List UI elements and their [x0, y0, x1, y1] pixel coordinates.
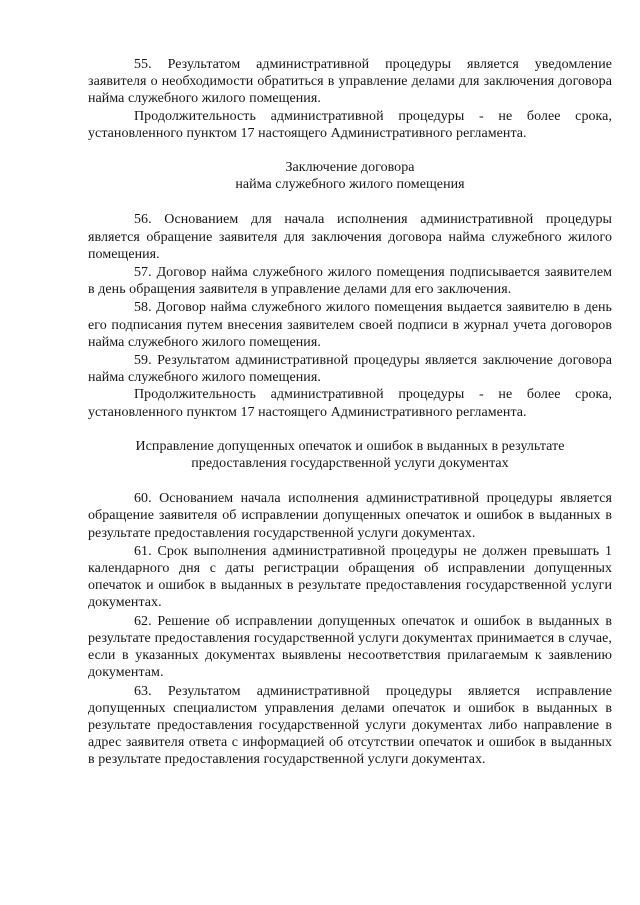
- paragraph-60: 60. Основанием начала исполнения административной процедуры является обращение заявителя об исправлении допущенных опечаток и ошибок в выданных в результате предоставления государственной услуги документах.: [88, 491, 612, 541]
- section-title-corrections-line2: предоставления государственной услуги документах: [191, 456, 509, 472]
- paragraph-59-duration: Продолжительность административной процедуры - не более срока, установленного пунктом 17 настоящего Административного регламента.: [88, 387, 612, 420]
- paragraph-55-duration: Продолжительность административной процедуры - не более срока, установленного пунктом 17 настоящего Административного регламента.: [88, 108, 612, 141]
- section-title-contract-line1: Заключение договора: [285, 160, 415, 176]
- document-page: [88, 56, 612, 769]
- paragraph-63: 63. Результатом административной процедуры является исправление допущенных специалистом управления делами опечаток и ошибок в выданных в результате предоставления государственной услуги документах либо направление в адрес заявителя ответа с информацией об отсутствии опечаток и ошибок в выданных в результате предоставления государственной услуги документах.: [88, 683, 612, 768]
- paragraph-59: 59. Результатом административной процедуры является заключение договора найма служебного жилого помещения.: [88, 353, 612, 386]
- paragraph-62: 62. Решение об исправлении допущенных опечаток и ошибок в выданных в результате предоставления государственной услуги документах принимается в случае, если в указанных документах выявлены несоответствия прилагаемым к заявлению документам.: [88, 613, 612, 681]
- paragraph-58: 58. Договор найма служебного жилого помещения выдается заявителю в день его подписания путем внесения заявителем своей подписи в журнал учета договоров найма служебного жилого помещения.: [88, 300, 612, 350]
- paragraph-55: 55. Результатом административной процедуры является уведомление заявителя о необходимости обратиться в управление делами для заключения договора найма служебного жилого помещения.: [88, 57, 612, 107]
- paragraph-61: 61. Срок выполнения административной процедуры не должен превышать 1 календарного дня с даты регистрации обращения об исправлении допущенных опечаток и ошибок в выданных в результате предоставления государственной услуги документах.: [88, 543, 612, 611]
- section-title-contract-line2: найма служебного жилого помещения: [235, 177, 465, 193]
- paragraph-57: 57. Договор найма служебного жилого помещения подписывается заявителем в день обращения заявителя в управление делами для его заключения.: [88, 265, 612, 298]
- section-title-corrections-line1: Исправление допущенных опечаток и ошибок в выданных в результате: [135, 438, 565, 454]
- paragraph-56: 56. Основанием для начала исполнения административной процедуры является обращение заявителя для заключения договора найма служебного жилого помещения.: [88, 212, 612, 262]
